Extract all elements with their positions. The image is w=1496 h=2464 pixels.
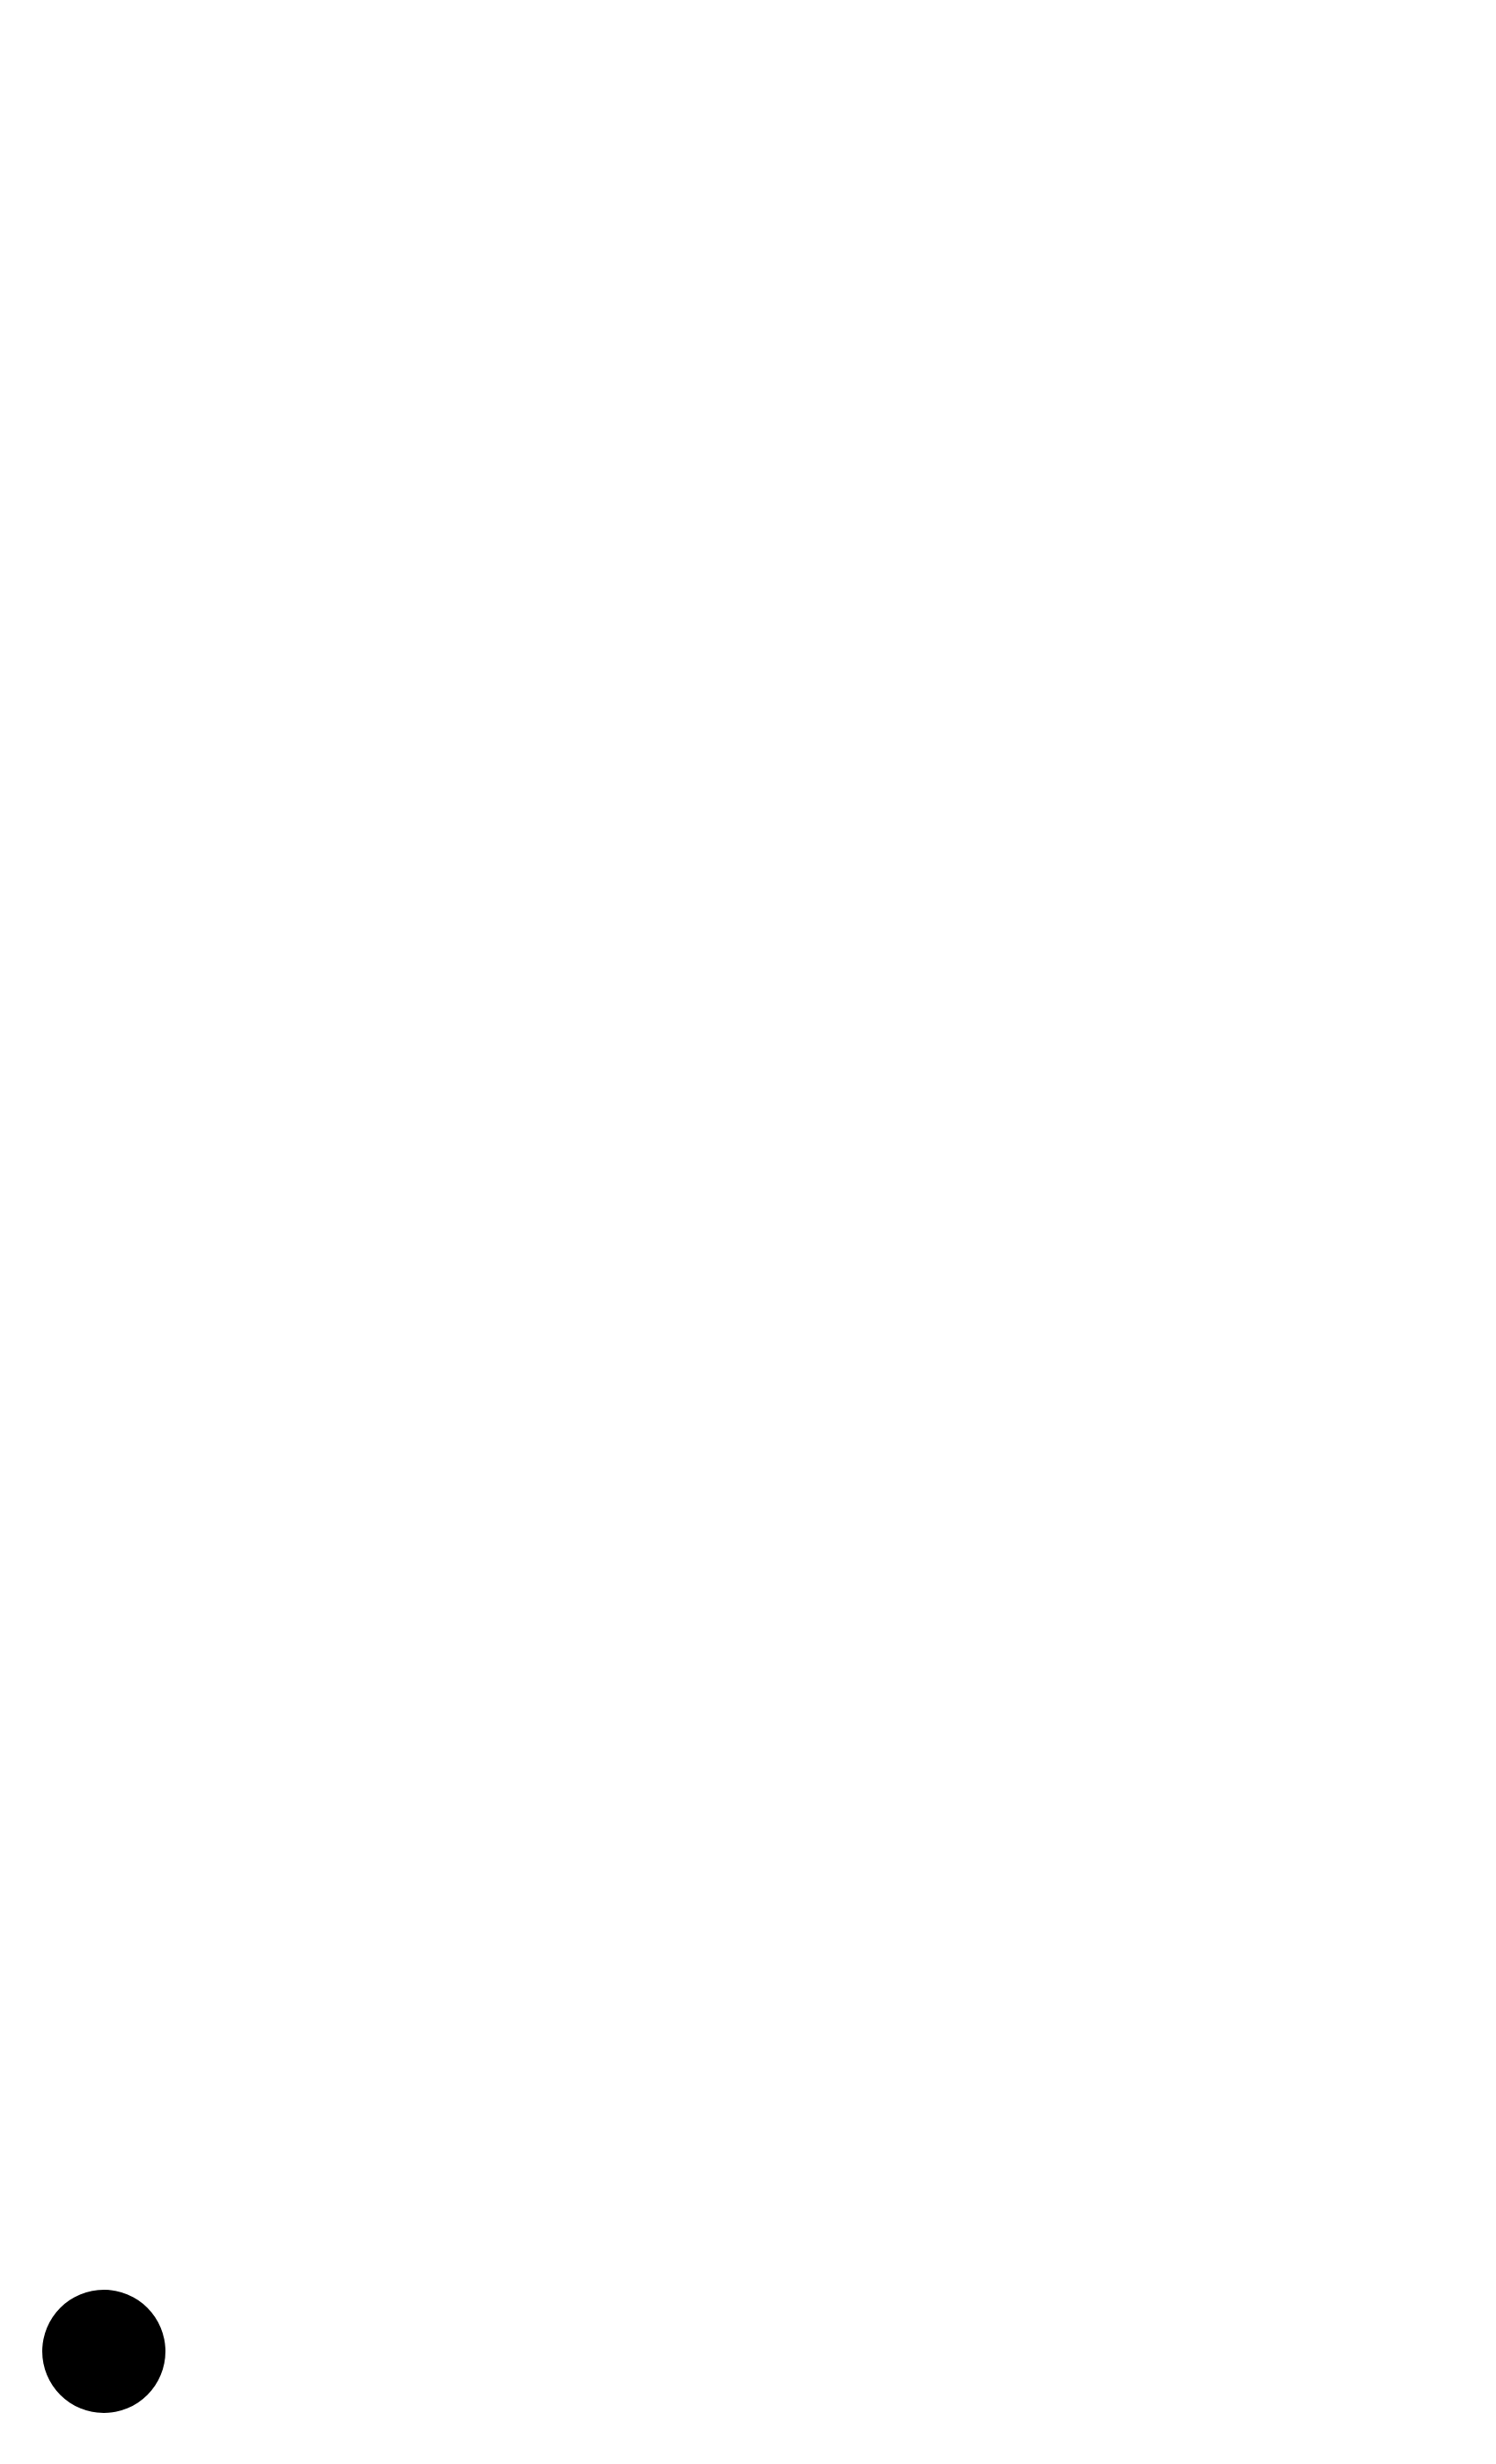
sunburst-icon xyxy=(42,2290,165,2413)
sun-upper-half xyxy=(42,2290,165,2351)
watermark xyxy=(0,2235,1496,2464)
sun-lower-half xyxy=(42,2351,165,2413)
